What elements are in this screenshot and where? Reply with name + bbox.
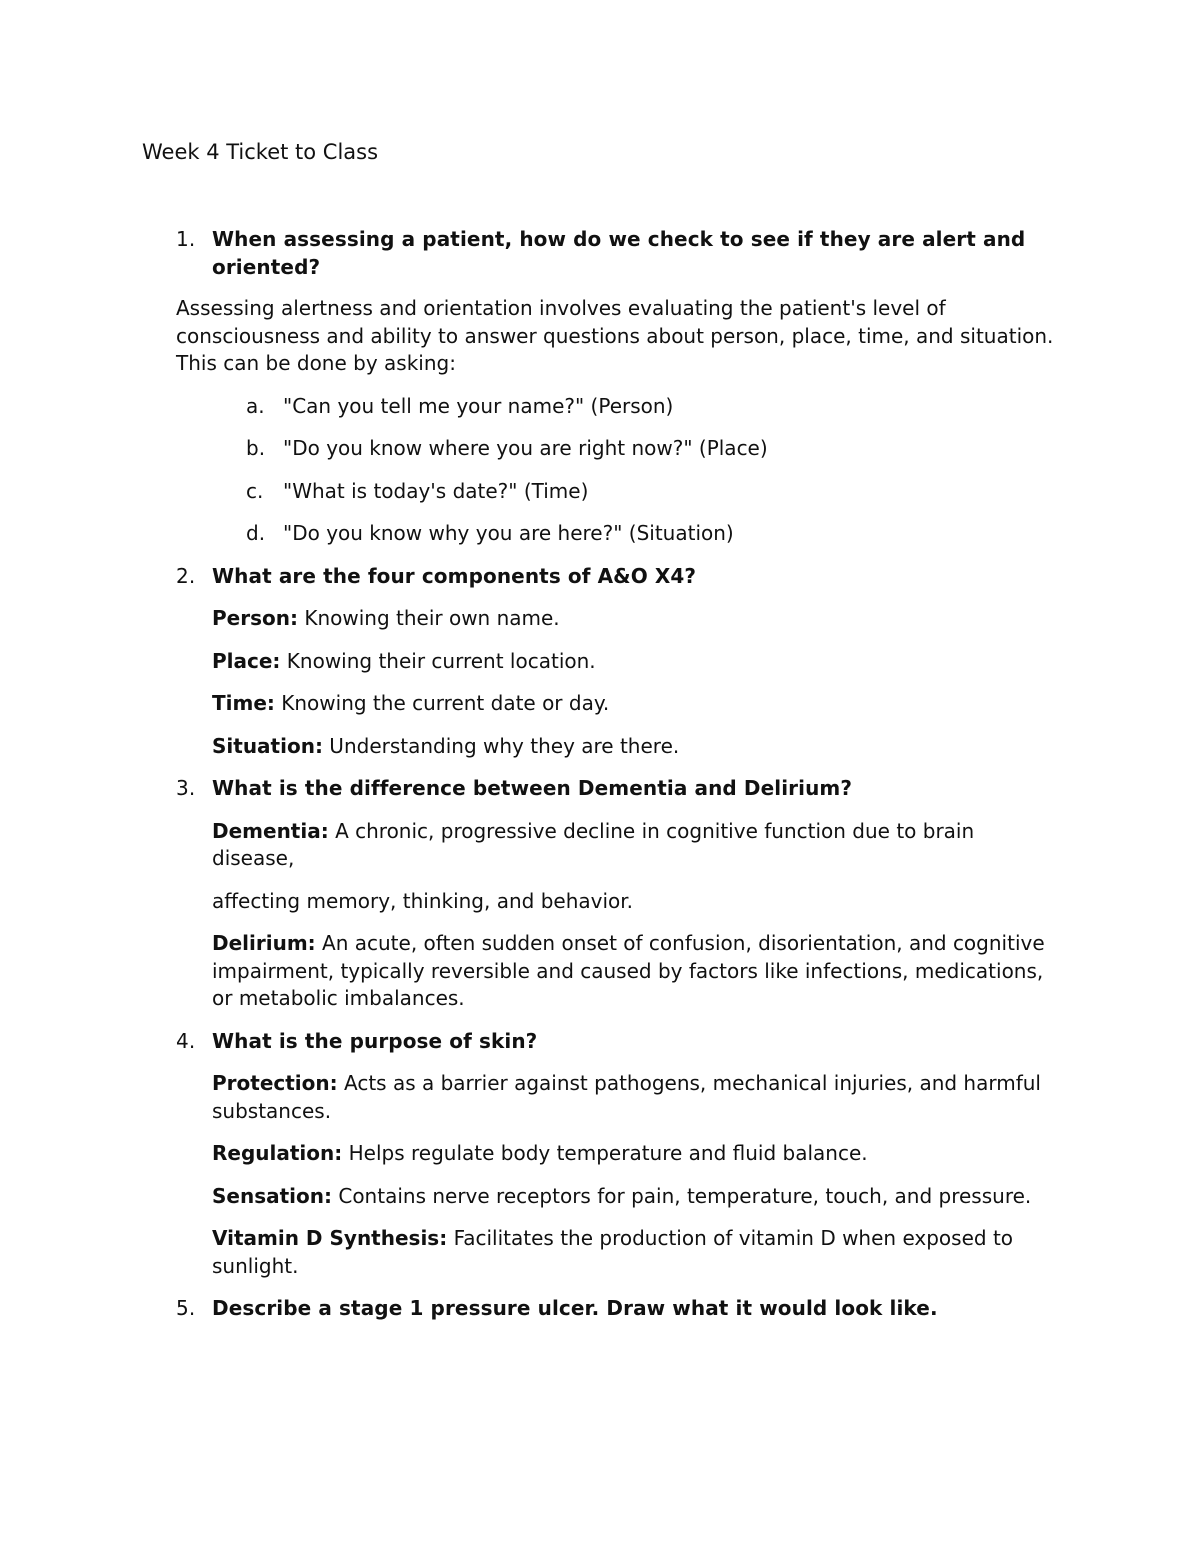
question-1 [142,226,1062,281]
answer-item [142,1140,1062,1168]
list-letter: d. [246,521,266,545]
question-number: 5. [176,1296,196,1320]
list-letter: a. [246,393,265,418]
list-item-text: "What is today's date?" (Time) [283,478,589,503]
question-text: When assessing a patient, how do we check to see if they are alert and oriented? [212,227,1026,279]
answer-item-dementia-continued: affecting memory, thinking, and behavior. [212,888,634,913]
answer-item [142,648,1062,676]
list-item-text: "Can you tell me your name?" (Person) [283,393,674,418]
list-item-text: "Do you know why you are here?" (Situation) [283,521,734,545]
question-2 [142,563,1062,591]
answer-term: Time: [212,691,275,715]
answer-text: Facilitates the production of vitamin D when exposed to sunlight. [212,1226,1014,1278]
document-body [142,226,1062,1323]
answer-item-dementia [142,818,1062,873]
answer-term: Regulation: [212,1141,343,1165]
answer-item [142,1183,1062,1211]
question-text: What are the four components of A&O X4? [212,563,697,588]
list-item [142,435,1062,463]
document-title: Week 4 Ticket to Class [142,140,379,164]
answer-item [142,1070,1062,1125]
answer-item [142,690,1062,718]
question-4 [142,1028,1062,1056]
answer-text: Contains nerve receptors for pain, temperature, touch, and pressure. [332,1183,1032,1208]
question-number: 4. [176,1028,196,1053]
question-5 [142,1295,1062,1323]
list-item [142,478,1062,506]
answer-term: Place: [212,648,281,673]
answer-text: A chronic, progressive decline in cognitive function due to brain disease, [212,818,975,870]
list-item-text: "Do you know where you are right now?" (Place) [283,436,768,460]
list-item [142,520,1062,548]
question-number: 1. [176,227,196,251]
answer-text: Acts as a barrier against pathogens, mechanical injuries, and harmful substances. [212,1071,1041,1123]
question-text: What is the difference between Dementia and Delirium? [212,776,853,800]
answer-text: Understanding why they are there. [322,733,680,758]
answer-text: Knowing their own name. [297,606,560,630]
answer-item [142,1225,1062,1280]
question-text: Describe a stage 1 pressure ulcer. Draw what it would look like. [212,1296,938,1320]
list-letter: c. [246,478,264,503]
answer-item [142,605,1062,633]
answer-text: Knowing the current date or day. [274,691,610,715]
answer-term: Vitamin D Synthesis: [212,1226,448,1250]
answer-term: Sensation: [212,1183,332,1208]
question-number: 2. [176,563,196,588]
answer-item [142,733,1062,761]
answer-term: Person: [212,606,298,630]
answer-term: Delirium: [212,931,316,955]
question-number: 3. [176,776,196,800]
question-3 [142,775,1062,803]
list-item [142,393,1062,421]
question-text: What is the purpose of skin? [212,1028,538,1053]
answer-term: Situation: [212,733,323,758]
answer-1-intro: Assessing alertness and orientation involves evaluating the patient's level of consciousness and ability to answer questions about person, place, time, and situation. This can be done by asking: [176,296,1054,375]
answer-item-delirium [142,930,1062,1013]
list-letter: b. [246,436,266,460]
answer-text: Knowing their current location. [280,648,596,673]
answer-term: Dementia: [212,818,329,843]
answer-term: Protection: [212,1071,338,1095]
answer-text: An acute, often sudden onset of confusion, disorientation, and cognitive impairment, typically reversible and caused by factors like infections, medications, or metabolic imbalances. [212,931,1045,1010]
answer-text: Helps regulate body temperature and fluid balance. [342,1141,868,1165]
